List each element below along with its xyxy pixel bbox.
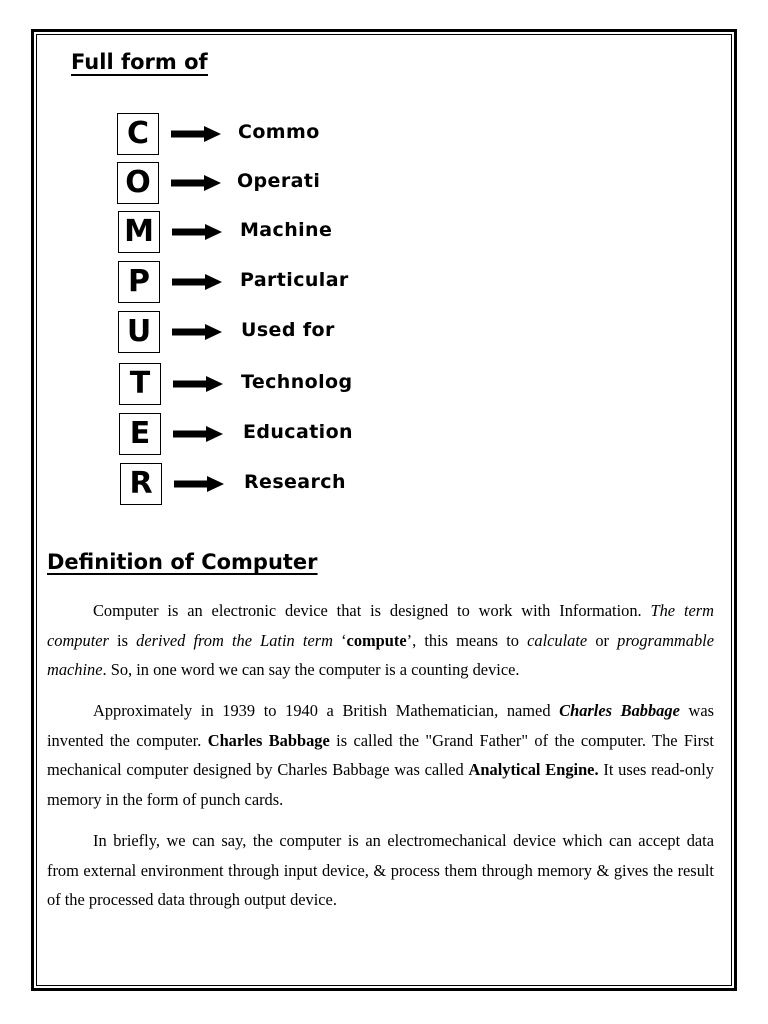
- text-run: was invented the computer.: [47, 701, 714, 750]
- right-arrow-icon: [172, 223, 222, 241]
- text-run: ’, this means to: [406, 630, 528, 650]
- text-run-italic: derived from the Latin term: [136, 630, 333, 650]
- text-run: Approximately in 1939 to 1940 a British Mathematician, named: [93, 701, 560, 720]
- text-run: Computer is an electronic device that is designed to work with Information.: [93, 601, 651, 620]
- text-run: . So, in one word we can say the computer is a counting device.: [102, 660, 520, 680]
- acronym-word: Commo: [238, 121, 320, 143]
- acronym-word: Operati: [237, 170, 321, 192]
- acronym-word: Education: [243, 421, 353, 443]
- text-run: is: [108, 630, 137, 650]
- fullform-title: [71, 47, 208, 87]
- text-run: It uses read-only memory in the form of punch cards.: [47, 760, 714, 809]
- acronym-letter: M: [118, 211, 160, 253]
- acronym-letter: R: [120, 463, 162, 505]
- fullform-title-underline: [71, 74, 208, 76]
- text-run: or: [587, 630, 618, 650]
- acronym-letter: O: [117, 162, 159, 204]
- definition-paragraph-3: [47, 826, 714, 915]
- text-run: In briefly, we can say, the computer is an electromechanical device which can accept data from external environment through input device, & process them through memory & gives the result of the processed data through output device.: [47, 831, 714, 910]
- acronym-word: Used for: [241, 319, 335, 341]
- acronym-word: Research: [244, 471, 346, 493]
- right-arrow-icon: [173, 375, 223, 393]
- text-run-italic: calculate: [527, 630, 588, 650]
- acronym-letter: P: [118, 261, 160, 303]
- right-arrow-icon: [172, 323, 222, 341]
- text-run-bold: Charles Babbage: [207, 730, 330, 750]
- text-run-bold: compute: [346, 630, 407, 650]
- acronym-word: Machine: [240, 219, 333, 241]
- right-arrow-icon: [173, 425, 223, 443]
- acronym-letter: T: [119, 363, 161, 405]
- text-run-bold-italic: Charles Babbage: [559, 701, 680, 720]
- definition-paragraph-1: [47, 596, 714, 685]
- text-run-italic: The term computer: [47, 601, 714, 650]
- acronym-word: Technolog: [241, 371, 353, 393]
- acronym-letter: E: [119, 413, 161, 455]
- text-run-italic: programmable machine: [47, 630, 714, 680]
- fullform-title-text: Full form of: [71, 50, 208, 74]
- definition-paragraph-2: [47, 696, 714, 814]
- text-run-bold: Analytical Engine.: [468, 760, 599, 780]
- right-arrow-icon: [171, 125, 221, 143]
- acronym-letter: C: [117, 113, 159, 155]
- text-run: ‘: [332, 630, 347, 650]
- right-arrow-icon: [172, 273, 222, 291]
- definition-heading: Definition of Computer: [47, 550, 318, 574]
- text-run: is called the "Grand Father" of the computer. The First mechanical computer designed by Charles Babbage was called: [47, 730, 714, 780]
- right-arrow-icon: [171, 174, 221, 192]
- right-arrow-icon: [174, 475, 224, 493]
- acronym-letter: U: [118, 311, 160, 353]
- acronym-word: Particular: [240, 269, 349, 291]
